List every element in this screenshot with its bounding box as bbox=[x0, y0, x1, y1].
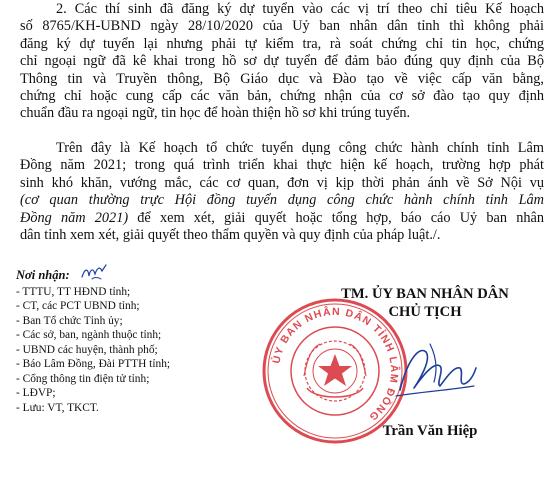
paragraph-closing bbox=[20, 140, 544, 244]
recipient-item: - CT, các PCT UBND tỉnh; bbox=[16, 300, 140, 312]
recipients-list bbox=[16, 268, 256, 415]
text-line bbox=[20, 210, 544, 227]
recipients-heading: Nơi nhận: bbox=[16, 268, 70, 282]
initials-mark bbox=[80, 262, 110, 284]
text-line: chứng chỉ hoặc cung cấp các văn bản, chứng nhận của cơ sở đào tạo quy định bbox=[20, 88, 544, 105]
text-line: Trên đây là Kế hoạch tổ chức tuyển dụng công chức hành chính tỉnh Lâm bbox=[56, 140, 544, 156]
text-line: số 8765/KH-UBND ngày 28/10/2020 của Uỷ ban nhân dân tỉnh thì không phải bbox=[20, 18, 544, 35]
handwritten-signature bbox=[390, 338, 480, 403]
recipient-item: - Báo Lâm Đồng, Đài PTTH tỉnh; bbox=[16, 358, 171, 370]
seal-text: ỦY BAN NHÂN DÂN TỈNH LÂM ĐỒNG bbox=[270, 305, 401, 424]
signing-title: CHỦ TỊCH bbox=[388, 304, 462, 320]
recipient-item: - TTTU, TT HĐND tỉnh; bbox=[16, 285, 131, 298]
text-line: chuẩn đầu ra ngoại ngữ, tin học để hoàn thiện hồ sơ khi trúng tuyển. bbox=[20, 105, 411, 122]
text-line: dân tỉnh xem xét, giải quyết theo thẩm quyền và quy định của pháp luật./. bbox=[20, 227, 441, 244]
text-fragment: để xem xét, giải quyết hoặc tổng hợp, báo cáo Uỷ ban nhân bbox=[128, 209, 544, 226]
text-line: đăng ký dự tuyển lại nhưng phải tự kiểm tra, rà soát chứng chỉ tin học, chứng bbox=[20, 35, 544, 52]
signing-organization: TM. ỦY BAN NHÂN DÂN bbox=[341, 286, 509, 302]
recipient-item: - Lưu: VT, TKCT. bbox=[16, 401, 99, 414]
paragraph-requirements bbox=[20, 1, 544, 123]
text-line-italic: (cơ quan thường trực Hội đồng tuyển dụng công chức hành chính tỉnh Lâm bbox=[20, 192, 544, 209]
recipient-item: - Các sở, ban, ngành thuộc tỉnh; bbox=[16, 329, 162, 341]
text-line: Thông tin và Truyền thông, Bộ Giáo dục và Đào tạo về việc cấp văn bằng, bbox=[20, 70, 544, 87]
text-line: Đồng năm 2021; trong quá trình triển khai thực hiện kế hoạch, trường hợp phát bbox=[20, 157, 544, 174]
recipient-item: - UBND các huyện, thành phố; bbox=[16, 343, 158, 356]
recipient-item: - LĐVP; bbox=[16, 387, 56, 399]
text-line: chỉ ngoại ngữ đã kê khai trong hồ sơ dự tuyển để đảm bảo đúng quy định của Bộ bbox=[20, 53, 544, 70]
recipient-item: - Ban Tổ chức Tỉnh ủy; bbox=[16, 314, 123, 327]
text-line: 2. Các thí sinh đã đăng ký dự tuyển vào các vị trí theo chỉ tiêu Kế hoạch bbox=[56, 1, 544, 17]
signer-name: Trần Văn Hiệp bbox=[382, 423, 478, 439]
text-line: sinh khó khăn, vướng mắc, các cơ quan, đơn vị kịp thời phản ánh về Sở Nội vụ bbox=[20, 174, 544, 191]
italic-fragment: Đồng năm 2021) bbox=[20, 209, 129, 226]
recipient-item: - Cổng thông tin điện tử tỉnh; bbox=[16, 372, 150, 385]
